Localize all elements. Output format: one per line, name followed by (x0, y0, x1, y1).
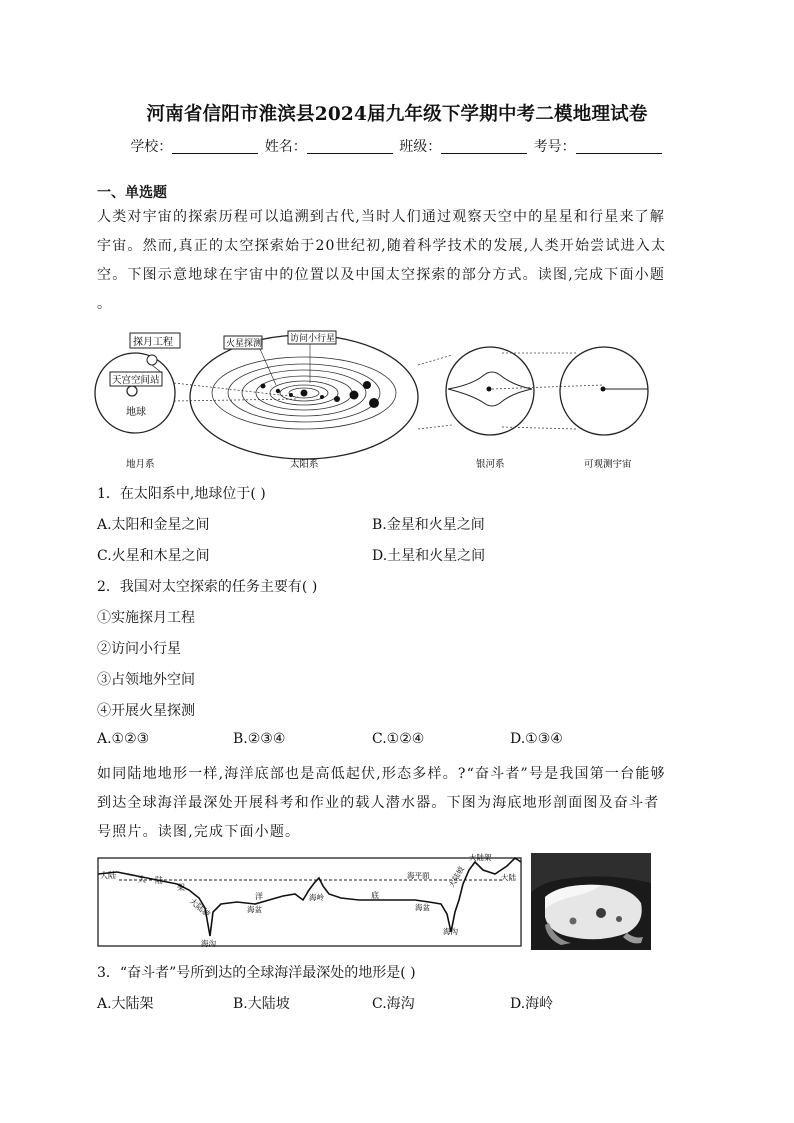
student-info-line (0, 136, 794, 156)
seabed-profile-figure (97, 852, 523, 950)
asteroid-visit-label: 访问小行星 (290, 334, 336, 344)
id-blank[interactable] (576, 139, 662, 154)
passage-1-line: 人类对宇宙的探索历程可以追溯到古代,当时人们通过观察天空中的星星和行星来了解 (97, 209, 666, 225)
ocean-char-2: 底 (371, 891, 379, 900)
left-shelf-label-3: 架 (177, 883, 185, 892)
sun-dot (301, 390, 308, 397)
q2-statement-2: ②访问小行星 (97, 641, 181, 657)
lunar-program-label: 探月工程 (133, 337, 173, 348)
q2-option-a[interactable]: A.①②③ (97, 731, 150, 747)
sea-level-label: 海平面 (407, 871, 430, 880)
fendouzhe-submersible-photo (531, 853, 651, 950)
passage-1-line: 。 (97, 296, 113, 312)
right-continent-label: 大陆 (501, 873, 516, 882)
q2-option-b[interactable]: B.②③④ (233, 731, 286, 747)
left-continent-label: 大陆 (100, 871, 116, 880)
right-basin-label: 海盆 (415, 903, 430, 912)
q1-option-d[interactable]: D.土星和火星之间 (372, 548, 486, 564)
left-trench-label: 海沟 (201, 939, 216, 948)
space-station-label: 天宫空间站 (112, 375, 160, 386)
right-trench-label: 海沟 (443, 927, 458, 936)
q3-option-a[interactable]: A.大陆架 (97, 996, 154, 1012)
class-label: 班级： (399, 139, 442, 155)
left-shelf-label-2: 陆 (155, 876, 163, 885)
exam-title: 河南省信阳市淮滨县2024届九年级下学期中考二模地理试卷 (146, 104, 648, 125)
question-2-stem: 2．我国对太空探索的任务主要有( ) (97, 579, 318, 595)
passage-2-line: 号照片。读图,完成下面小题。 (97, 824, 301, 840)
left-basin-label: 海盆 (247, 905, 262, 914)
passage-1 (97, 203, 701, 319)
earth-label: 地球 (126, 407, 146, 418)
name-blank[interactable] (307, 139, 393, 154)
q2-statement-3: ③占领地外空间 (97, 672, 195, 688)
left-shelf-label-1: 大 (138, 875, 146, 884)
left-slope-label: 大陆坡 (187, 896, 212, 919)
q3-option-b[interactable]: B.大陆坡 (233, 996, 290, 1012)
caption-solar-system: 太阳系 (290, 459, 319, 470)
earth-dot (127, 386, 137, 396)
universe-position-figure (92, 325, 662, 473)
school-blank[interactable] (172, 139, 258, 154)
passage-2-line: 如同陆地地形一样,海洋底部也是高低起伏,形态多样。?“奋斗者”号是我国第一台能够 (97, 766, 666, 782)
ridge-label: 海岭 (309, 893, 324, 902)
q1-option-b[interactable]: B.金星和火星之间 (372, 517, 485, 533)
q3-option-d[interactable]: D.海岭 (510, 996, 554, 1012)
name-label: 姓名： (264, 139, 307, 155)
q2-statement-4: ④开展火星探测 (97, 703, 195, 719)
caption-galaxy: 银河系 (476, 459, 505, 470)
passage-2 (97, 760, 701, 847)
ocean-char-1: 洋 (255, 892, 263, 901)
solar-system-ellipse (190, 335, 418, 459)
question-3-stem: 3．“奋斗者”号所到达的全球海洋最深处的地形是( ) (97, 965, 416, 981)
q2-option-c[interactable]: C.①②④ (372, 731, 425, 747)
q2-statement-1: ①实施探月工程 (97, 610, 195, 626)
section-title: 一、单选题 (97, 185, 167, 201)
q1-option-a[interactable]: A.太阳和金星之间 (97, 517, 210, 533)
mars-exploration-label: 火星探测 (226, 339, 263, 349)
passage-2-line: 到达全球海洋最深处开展科考和作业的载人潜水器。下图为海底地形剖面图及奋斗者 (97, 795, 660, 811)
moon-dot (147, 355, 157, 365)
q1-option-c[interactable]: C.火星和木星之间 (97, 548, 210, 564)
school-label: 学校： (130, 139, 173, 155)
right-slope-label: 大陆坡 (446, 865, 466, 889)
q3-option-c[interactable]: C.海沟 (372, 996, 415, 1012)
caption-universe: 可观测宇宙 (584, 459, 632, 470)
question-1-stem: 1．在太阳系中,地球位于( ) (97, 486, 266, 502)
class-blank[interactable] (441, 139, 527, 154)
q2-option-d[interactable]: D.①③④ (510, 731, 563, 747)
id-label: 考号： (533, 139, 576, 155)
caption-earth-moon: 地月系 (126, 459, 155, 470)
passage-1-line: 宇宙。然而,真正的太空探索始于20世纪初,随着科学技术的发展,人类开始尝试进入太 (97, 238, 667, 254)
passage-1-line: 空。下图示意地球在宇宙中的位置以及中国太空探索的部分方式。读图,完成下面小题 (97, 267, 666, 283)
right-shelf-label: 大陆架 (469, 853, 492, 862)
